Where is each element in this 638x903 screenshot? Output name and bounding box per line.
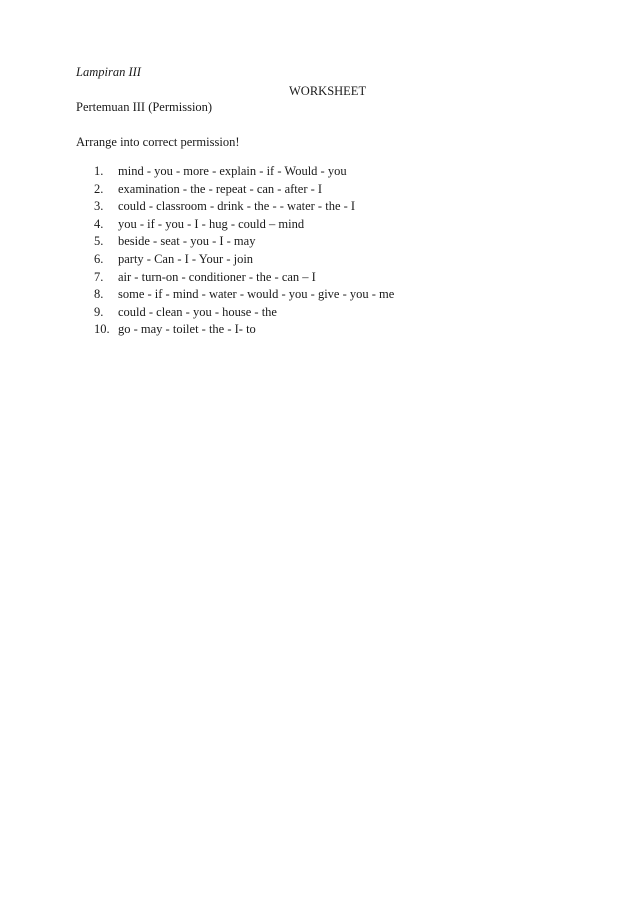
list-item (94, 251, 394, 269)
item-text: could - classroom - drink - the - - water - the - I (118, 199, 356, 214)
item-number: 8. (94, 287, 104, 302)
item-number: 4. (94, 216, 104, 231)
item-text: go - may - toilet - the - I- to (118, 322, 256, 337)
list-item (94, 216, 394, 234)
appendix-label: Lampiran III (76, 65, 141, 79)
list-item (94, 286, 394, 304)
item-number: 3. (94, 199, 104, 214)
item-text: could - clean - you - house - the (118, 304, 277, 319)
item-text: you - if - you - I - hug - could – mind (118, 216, 305, 231)
item-number: 9. (94, 304, 104, 319)
list-item (94, 304, 394, 322)
exercise-list (94, 163, 394, 339)
list-item (94, 163, 394, 181)
list-item (94, 181, 394, 199)
list-item (94, 321, 394, 339)
list-item (94, 269, 394, 287)
list-item (94, 198, 394, 216)
item-text: some - if - mind - water - would - you - give - you - me (118, 287, 395, 302)
item-number: 5. (94, 234, 104, 249)
item-text: air - turn-on - conditioner - the - can – I (118, 269, 316, 284)
instruction-text: Arrange into correct permission! (76, 135, 240, 149)
item-text: party - Can - I - Your - join (118, 251, 254, 266)
item-number: 7. (94, 269, 104, 284)
page-title: WORKSHEET (289, 84, 367, 98)
item-text: beside - seat - you - I - may (118, 234, 256, 249)
list-item (94, 233, 394, 251)
item-number: 6. (94, 251, 104, 266)
item-number: 1. (94, 164, 104, 178)
item-number: 10. (94, 322, 110, 337)
meeting-heading: Pertemuan III (Permission) (76, 100, 213, 114)
item-text: examination - the - repeat - can - after - I (118, 181, 323, 196)
item-text: mind - you - more - explain - if - Would - you (118, 164, 347, 178)
item-number: 2. (94, 181, 104, 196)
